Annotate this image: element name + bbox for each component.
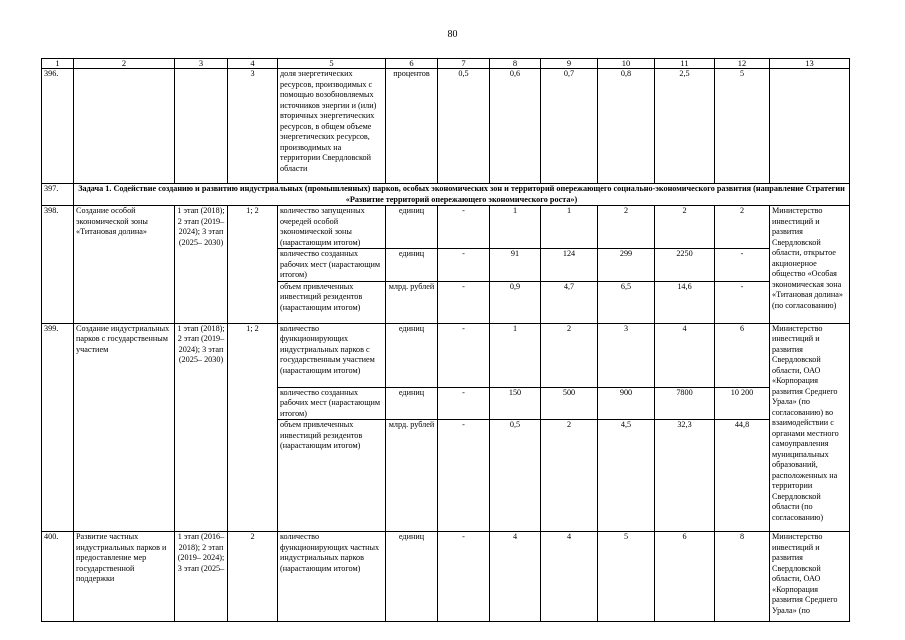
value: 7800 (655, 387, 715, 420)
value: - (438, 420, 490, 532)
indicators-table (41, 58, 850, 622)
unit: единиц (386, 206, 438, 249)
value: 299 (598, 249, 655, 282)
value: - (438, 206, 490, 249)
indicator-name: количество запущенных очередей особой экономической зоны (нарастающим итогом) (278, 206, 386, 249)
value: - (438, 281, 490, 323)
value: 10 200 (715, 387, 770, 420)
unit: единиц (386, 323, 438, 387)
table-row (42, 532, 850, 622)
stages: 1 этап (2018); 2 этап (2019– 2024); 3 этап (2025– 2030) (175, 323, 228, 532)
cell-empty (175, 69, 228, 184)
column-header: 11 (655, 59, 715, 69)
cell-empty (74, 69, 175, 184)
row-number: 398. (42, 206, 74, 324)
value: 2 (541, 323, 598, 387)
value: - (438, 387, 490, 420)
unit: процентов (386, 69, 438, 184)
indicator-name: количество созданных рабочих мест (нарастающим итогом) (278, 249, 386, 282)
indicator-name: количество созданных рабочих мест (нарастающим итогом) (278, 387, 386, 420)
indicator-name: количество функционирующих индустриальных парков с государственным участием (нарастающим итогом) (278, 323, 386, 387)
executor: Министерство инвестиций и развития Свердловской области, ОАО «Корпорация развития Среднего Урала» (по (770, 532, 850, 622)
value: 124 (541, 249, 598, 282)
goal-ref: 2 (228, 532, 278, 622)
value: 0,9 (490, 281, 541, 323)
value: 8 (715, 532, 770, 622)
value: 0,7 (541, 69, 598, 184)
column-header: 4 (228, 59, 278, 69)
value: 4 (655, 323, 715, 387)
row-number: 396. (42, 69, 74, 184)
value: 44,8 (715, 420, 770, 532)
value: - (438, 323, 490, 387)
goal-ref: 3 (228, 69, 278, 184)
cell-empty (770, 69, 850, 184)
executor: Министерство инвестиций и развития Свердловской области, ОАО «Корпорация развития Среднего Урала» (по согласованию) во взаимодействии с органами местного самоуправления муниципальных образований, расположенных на территории Свердловской области (по согласованию) (770, 323, 850, 532)
value: 6,5 (598, 281, 655, 323)
value: 0,8 (598, 69, 655, 184)
table-row (42, 206, 850, 249)
value: 0,5 (490, 420, 541, 532)
row-number: 399. (42, 323, 74, 532)
row-number: 400. (42, 532, 74, 622)
page-number: 80 (447, 29, 458, 40)
value: - (438, 249, 490, 282)
value: 2 (541, 420, 598, 532)
table-row (42, 69, 850, 184)
task-row (42, 184, 850, 206)
value: 4 (490, 532, 541, 622)
unit: единиц (386, 532, 438, 622)
value: 4,7 (541, 281, 598, 323)
column-header: 8 (490, 59, 541, 69)
value: 2 (655, 206, 715, 249)
indicator-name: количество функционирующих частных индустриальных парков (нарастающим итогом) (278, 532, 386, 622)
row-number: 397. (42, 184, 74, 206)
unit: млрд. рублей (386, 420, 438, 532)
indicator-name: доля энергетических ресурсов, производимых с помощью возобновляемых источников энергии и (или) вторичных энергетических ресурсов, в общем объеме энергетических ресурсов, производимых на территории Свердловской области (278, 69, 386, 184)
value: - (715, 281, 770, 323)
task-title: Задача 1. Содействие созданию и развитию индустриальных (промышленных) парков, особых экономических зон и территорий опережающего социально-экономического развития (направление Стратегии «Развитие территорий опережающего экономического роста») (74, 184, 850, 206)
goal-ref: 1; 2 (228, 206, 278, 324)
value: 0,5 (438, 69, 490, 184)
value: 2 (715, 206, 770, 249)
executor: Министерство инвестиций и развития Свердловской области, открытое акционерное общество «Особая экономическая зона «Титановая долина» (по согласованию) (770, 206, 850, 324)
activity-name: Развитие частных индустриальных парков и предоставление мер государственной поддержки (74, 532, 175, 622)
column-header: 1 (42, 59, 74, 69)
value: 32,3 (655, 420, 715, 532)
value: 1 (541, 206, 598, 249)
column-number-row (42, 59, 850, 69)
goal-ref: 1; 2 (228, 323, 278, 532)
value: 4 (541, 532, 598, 622)
column-header: 9 (541, 59, 598, 69)
value: - (438, 532, 490, 622)
value: 14,6 (655, 281, 715, 323)
value: 0,6 (490, 69, 541, 184)
value: 900 (598, 387, 655, 420)
value: 3 (598, 323, 655, 387)
value: 150 (490, 387, 541, 420)
value: 5 (598, 532, 655, 622)
table-row (42, 323, 850, 387)
column-header: 2 (74, 59, 175, 69)
column-header: 3 (175, 59, 228, 69)
value: 1 (490, 206, 541, 249)
indicator-name: объем привлеченных инвестиций резидентов (нарастающим итогом) (278, 281, 386, 323)
column-header: 12 (715, 59, 770, 69)
value: 6 (715, 323, 770, 387)
value: 6 (655, 532, 715, 622)
indicator-name: объем привлеченных инвестиций резидентов (нарастающим итогом) (278, 420, 386, 532)
column-header: 7 (438, 59, 490, 69)
value: 2 (598, 206, 655, 249)
value: 4,5 (598, 420, 655, 532)
stages: 1 этап (2016– 2018); 2 этап (2019– 2024); 3 этап (2025– (175, 532, 228, 622)
column-header: 5 (278, 59, 386, 69)
value: 5 (715, 69, 770, 184)
value: 91 (490, 249, 541, 282)
value: 2,5 (655, 69, 715, 184)
unit: млрд. рублей (386, 281, 438, 323)
activity-name: Создание особой экономической зоны «Титановая долина» (74, 206, 175, 324)
column-header: 6 (386, 59, 438, 69)
value: - (715, 249, 770, 282)
activity-name: Создание индустриальных парков с государственным участием (74, 323, 175, 532)
unit: единиц (386, 249, 438, 282)
unit: единиц (386, 387, 438, 420)
value: 500 (541, 387, 598, 420)
stages: 1 этап (2018); 2 этап (2019– 2024); 3 этап (2025– 2030) (175, 206, 228, 324)
value: 1 (490, 323, 541, 387)
value: 2250 (655, 249, 715, 282)
column-header: 13 (770, 59, 850, 69)
column-header: 10 (598, 59, 655, 69)
